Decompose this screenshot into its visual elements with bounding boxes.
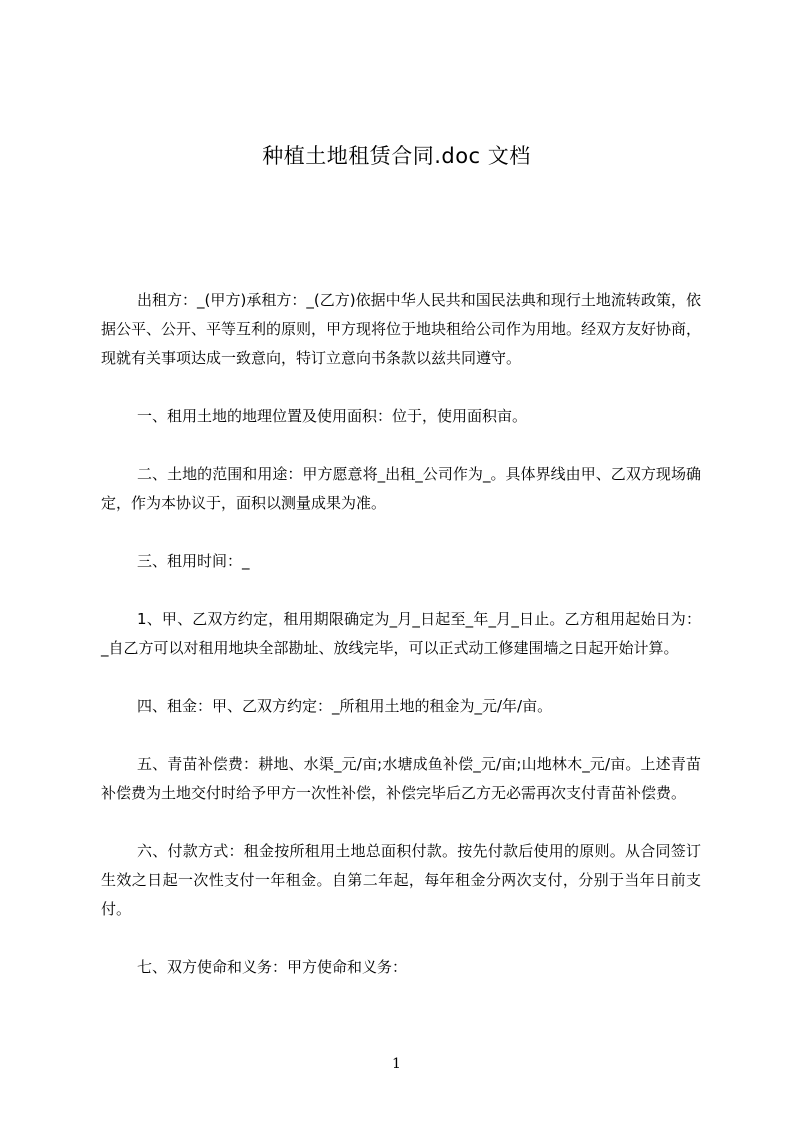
paragraph-scope-usage: 二、土地的范围和用途：甲方愿意将_出租_公司作为_。具体界线由甲、乙双方现场确定，作为本协议于，面积以测量成果为准。 bbox=[101, 465, 701, 512]
document-body bbox=[101, 286, 701, 982]
document-title: 种植土地租赁合同.doc 文档 bbox=[262, 144, 531, 168]
paragraph-rent: 四、租金：甲、乙双方约定：_所租用土地的租金为_元/年/亩。 bbox=[137, 697, 553, 715]
paragraph-payment-method: 六、付款方式：租金按所租用土地总面积付款。按先付款后使用的原则。从合同签订生效之日起一次性支付一年租金。自第二年起，每年租金分两次支付，分别于当年日前支付。 bbox=[101, 842, 701, 918]
page-number: 1 bbox=[392, 1056, 401, 1072]
paragraph-lease-time: 三、租用时间：_ bbox=[137, 552, 250, 570]
paragraph-location-area: 一、租用土地的地理位置及使用面积：位于，使用面积亩。 bbox=[137, 407, 528, 425]
paragraph-lease-term: 1、甲、乙双方约定，租用期限确定为_月_日起至_年_月_日止。乙方租用起始日为：_自乙方可以对租用地块全部勘址、放线完毕，可以正式动工修建围墙之日起开始计算。 bbox=[101, 610, 701, 657]
paragraph-crop-compensation: 五、青苗补偿费：耕地、水渠_元/亩;水塘成鱼补偿_元/亩;山地林木_元/亩。上述青苗补偿费为土地交付时给予甲方一次性补偿，补偿完毕后乙方无必需再次支付青苗补偿费。 bbox=[101, 755, 701, 802]
paragraph-parties: 出租方：_(甲方)承租方：_(乙方)依据中华人民共和国民法典和现行土地流转政策，依据公平、公开、平等互利的原则，甲方现将位于地块租给公司作为用地。经双方友好协商，现就有关事项达成一致意向，特订立意向书条款以兹共同遵守。 bbox=[101, 291, 702, 367]
paragraph-obligations: 七、双方使命和义务：甲方使命和义务： bbox=[137, 958, 408, 976]
